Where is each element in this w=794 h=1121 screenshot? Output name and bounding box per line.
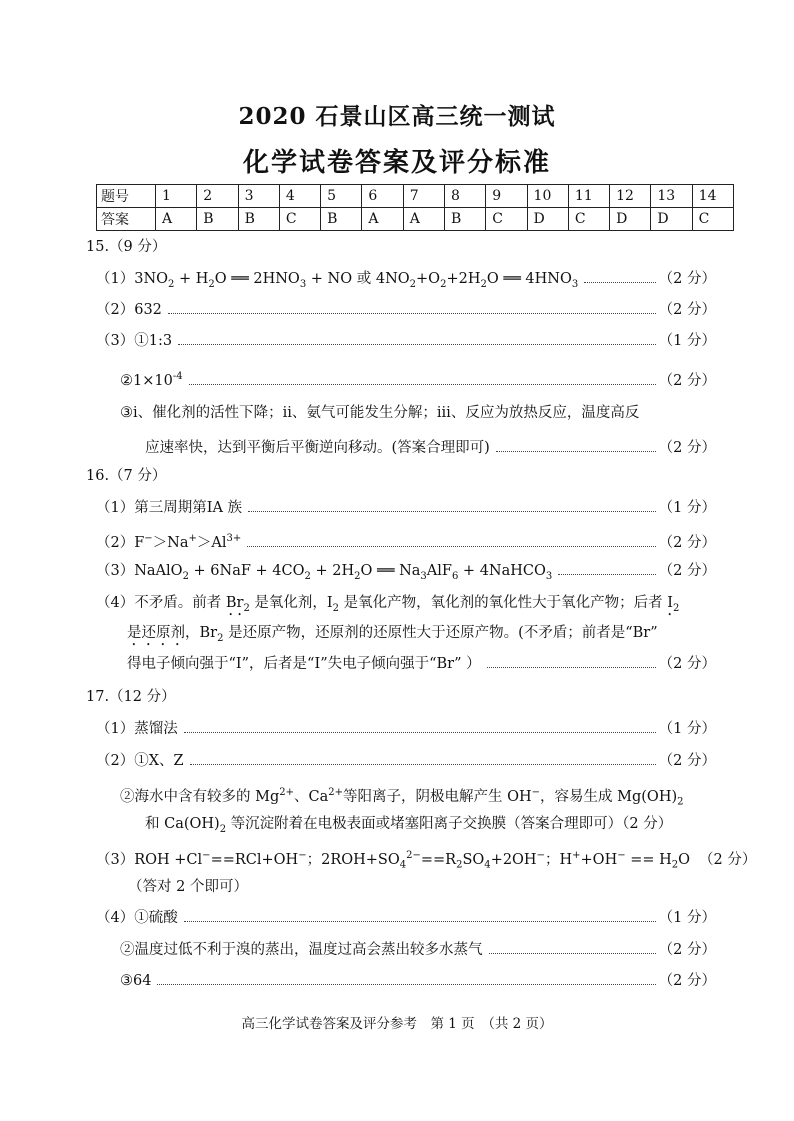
dot-leader	[184, 732, 656, 733]
answer-cell: C	[692, 208, 733, 231]
q17-answer-5	[96, 845, 757, 871]
answer-cell: A	[362, 208, 403, 231]
dot-leader	[558, 574, 655, 575]
question-number: 11	[568, 185, 609, 208]
q16-answer-3-text: （3）NaAlO$_2$ + $6NaF + 4CO_2 + 2H_2O$ ══ $Na_3AlF_6$ + 4NaHCO$_3$	[96, 563, 553, 582]
question-number: 8	[444, 185, 485, 208]
answer-table	[96, 184, 734, 231]
q16-answer-6	[127, 653, 716, 675]
answer-cell: D	[651, 208, 692, 231]
q15-answer-3-text: （3）①1:3	[96, 333, 173, 349]
q16-answer-3	[96, 560, 716, 582]
question-number: 2	[197, 185, 238, 208]
q17-answer-9	[120, 970, 716, 992]
exam-subtitle: 化学试卷答案及评分标准	[242, 148, 551, 178]
score: （2 分）	[658, 440, 716, 456]
q17-answer-1	[96, 718, 716, 740]
dot-leader	[178, 344, 656, 345]
q17-answer-2	[96, 750, 716, 772]
q15-answer-4	[120, 366, 716, 388]
answer-table-answer-row	[97, 208, 734, 231]
q15-answer-1	[96, 268, 716, 290]
question-number: 5	[321, 185, 362, 208]
score: （1 分）	[658, 910, 716, 926]
score: （2 分）	[658, 302, 716, 318]
q17-answer-6-text: （答对 2 个即可）	[128, 879, 248, 895]
answer-cell: B	[238, 208, 279, 231]
dot-leader	[184, 921, 656, 922]
question-number: 12	[610, 185, 651, 208]
q15-answer-4-text: $②1\times 10^{-4}$	[120, 371, 183, 389]
q15-answer-2	[96, 299, 716, 321]
q15-answer-6	[145, 437, 716, 459]
table-header-number: 题号	[97, 185, 156, 208]
question-number: 6	[362, 185, 403, 208]
q17-answer-8	[120, 939, 716, 961]
q16-answer-6-text: 得电子倾向强于“I”，后者是“I”失电子倾向强于“Br” ）	[127, 656, 481, 672]
question-number: 1	[156, 185, 197, 208]
q17-answer-9-text: ③64	[120, 973, 152, 989]
q15-answer-2-text: （2）632	[96, 302, 162, 318]
dot-leader	[584, 282, 655, 283]
q16-header: 16.（7 分）	[86, 468, 167, 484]
score: （2 分）	[658, 656, 716, 672]
dot-leader	[248, 511, 656, 512]
answer-cell: D	[610, 208, 651, 231]
dot-leader	[190, 764, 656, 765]
q15-answer-1-text: $(1)3NO_2 + H_2O$ ══ $2HNO_3$ + NO 或 $4NO_2+O_2+2H_2O$ ══ $4HNO_3$	[96, 271, 579, 290]
answer-cell: C	[279, 208, 320, 231]
table-header-answer: 答案	[97, 208, 156, 231]
q15-header: 15.（9 分）	[86, 239, 167, 255]
answer-cell: B	[321, 208, 362, 231]
q17-answer-8-text: ②温度过低不利于溴的蒸出，温度过高会蒸出较多水蒸气	[120, 942, 483, 958]
page-footer: 高三化学试卷答案及评分参考 第 1 页 （共 2 页）	[241, 1016, 553, 1032]
q17-answer-5-text: （3）ROH +Cl−==RCl+OH−；$2ROH+SO_4^{2-}==R_2SO_4+2OH^-$；$H^++OH^- == H_2O$	[96, 850, 691, 871]
q15-answer-6-text: 应速率快，达到平衡后平衡逆向移动。(答案合理即可)	[145, 440, 490, 456]
question-number: 4	[279, 185, 320, 208]
q17-answer-2-text: （2）①X、Z	[96, 753, 184, 769]
score: （2 分）	[658, 973, 716, 989]
q16-answer-4-text: （4）不矛盾。前者 $Br_2$ 是氧化剂，$I_2$ 是氧化产物，氧化剂的氧化性大于氧化产物；后者 $I_2$	[96, 595, 680, 614]
q15-answer-5-text: ③ⅰ、催化剂的活性下降；ⅱ、氨气可能发生分解；ⅲ、反应为放热反应，温度高反	[120, 405, 640, 421]
question-number: 3	[238, 185, 279, 208]
q16-answer-2-text: $(2)F^->Na^+>Al^{3+}$	[96, 533, 242, 551]
dot-leader	[496, 451, 656, 452]
answer-cell: C	[486, 208, 527, 231]
question-number: 13	[651, 185, 692, 208]
question-number: 9	[486, 185, 527, 208]
score: （2 分）	[658, 753, 716, 769]
q17-answer-7-text: （4）①硫酸	[96, 910, 178, 926]
q17-answer-1-text: （1）蒸馏法	[96, 721, 178, 737]
score: （2 分）	[658, 534, 716, 551]
score: （1 分）	[658, 500, 716, 516]
score: （2 分）	[658, 942, 716, 958]
dot-leader	[189, 384, 656, 385]
answer-cell: A	[403, 208, 444, 231]
dot-leader	[247, 546, 655, 547]
answer-cell: B	[197, 208, 238, 231]
score: （2 分）	[658, 271, 716, 287]
q16-answer-1	[96, 497, 716, 519]
q15-answer-3	[96, 330, 716, 352]
question-number: 10	[527, 185, 568, 208]
q16-answer-1-text: （1）第三周期第ⅠA 族	[96, 500, 243, 516]
dot-leader	[157, 984, 655, 985]
q17-answer-3-text: ②海水中含有较多的 $Mg^{2+}$、$Ca^{2+}$等阳离子，阴极电解产生 OH−，容易生成 $Mg(OH)_2$	[120, 787, 684, 808]
answer-cell: A	[156, 208, 197, 231]
q17-answer-4-text: 和 $Ca(OH)_2$ 等沉淀附着在电极表面或堵塞阳离子交换膜（答案合理即可）（2 分）	[145, 816, 673, 835]
answer-cell: D	[527, 208, 568, 231]
question-number: 14	[692, 185, 733, 208]
answer-table-number-row	[97, 185, 734, 208]
score: （2 分）	[658, 372, 716, 389]
dot-leader	[487, 667, 656, 668]
score: （2 分）	[658, 563, 716, 579]
score: （1 分）	[658, 333, 716, 349]
answer-cell: B	[444, 208, 485, 231]
exam-title: 2020 石景山区高三统一测试	[238, 103, 556, 130]
answer-cell: C	[568, 208, 609, 231]
score: （2 分）	[699, 851, 757, 868]
q17-answer-7	[96, 907, 716, 929]
dot-leader	[489, 953, 656, 954]
question-number: 7	[403, 185, 444, 208]
score: （1 分）	[658, 721, 716, 737]
q17-header: 17.（12 分）	[86, 689, 176, 705]
dot-leader	[168, 313, 656, 314]
q16-answer-2	[96, 528, 716, 550]
q16-answer-5-text: 是还原剂，$Br_2$ 是还原产物，还原剂的还原性大于还原产物。(不矛盾；前者是“Br”	[127, 625, 658, 644]
